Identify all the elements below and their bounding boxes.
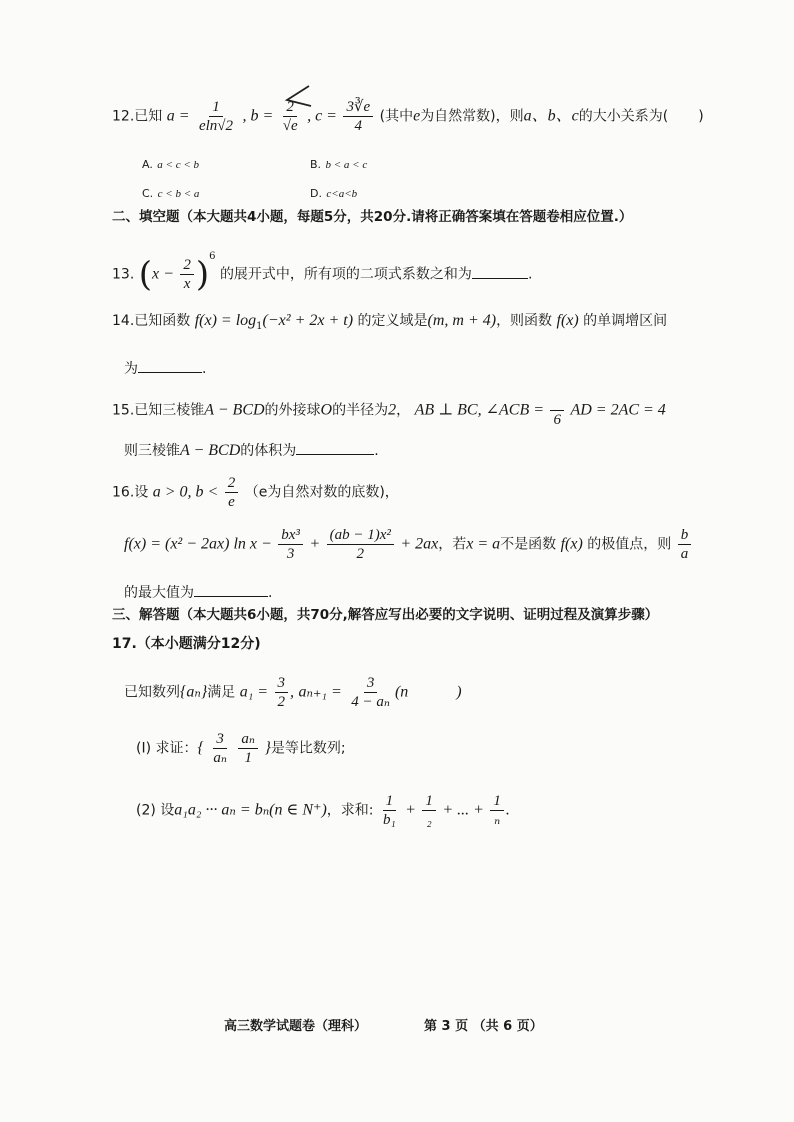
q12-note-rest: 为自然常数)，则 bbox=[420, 108, 524, 125]
q12-note-e: e bbox=[413, 107, 421, 125]
footer-page-number: 第 3 页 （共 6 页） bbox=[424, 1019, 543, 1034]
q17-title: 17.（本小题满分12分) bbox=[112, 636, 261, 652]
question-17-part-2: (2) 设a₁a₂ ··· aₙ = bₙ(n ∈ N⁺)，求和: $\frac{1}{\text{b₁}}$ + $\frac{1}{\text{₂}}$ + ... + $\frac{1}{\text{ₙ}}$ . bbox=[136, 793, 510, 828]
question-15-line-2: 则三棱锥A − BCD的体积为 . bbox=[124, 442, 379, 459]
question-17-intro: 已知数列{aₙ}满足 a₁ = $\frac{3}{2}$ , aₙ₊₁ = $\frac{3}{\text{4 − aₙ}}$ (n ) bbox=[124, 675, 462, 710]
question-16-line-3: 的最大值为 . bbox=[124, 582, 272, 601]
question-15: 15.已知三棱锥A − BCD的外接球O的半径为2， AB ⊥ BC, ∠ACB = 6 AD = 2AC = 4 bbox=[112, 392, 666, 429]
question-17-part-1: (I) 求证：{ $\frac{3}{\text{aₙ}}$ $\frac{\text{aₙ}}{1}$ }是等比数列; bbox=[136, 731, 346, 766]
q12-b-fraction: $\frac{2}{√e}$ bbox=[282, 99, 298, 134]
q12-choice-b: B. b < a < c bbox=[310, 158, 368, 171]
section-2-heading: 二、填空题（本大题共4小题，每题5分，共20分.请将正确答案填在答题卷相应位置.） bbox=[112, 209, 633, 225]
q12-a-fraction: $\frac{1}{eln√2}$ bbox=[198, 99, 234, 134]
question-14: 14.已知函数 $f(x) = \log_1(-x^2 + 2x + t)$ 的定义域是(m, m + 4)，则函数 f(x) 的单调增区间 bbox=[112, 312, 668, 332]
section-3-heading: 三、解答题（本大题共6小题，共70分,解答应写出必要的文字说明、证明过程及演算步骤） bbox=[112, 607, 659, 623]
question-16-function: f(x) = (x² − 2ax) ln x − $\frac{\text{bx³}}{3}$ + $\frac{\text{(ab − 1)x²}}{2}$ + 2ax，若x = a不是函数 f(x) 的极值点，则 $\frac{b}{a}$ bbox=[124, 526, 693, 563]
q12-tail: 的大小关系为( bbox=[578, 108, 669, 125]
q12-choice-a: A. a < c < b bbox=[142, 158, 200, 171]
question-16: 16.设 a > 0, b < $\frac{2}{e}$ （e为自然对数的底数)， bbox=[112, 475, 399, 510]
question-13: 13. (x − $\frac{2}{x}$ )$^6$ 的展开式中，所有项的二项式系数之和为 . bbox=[112, 250, 533, 295]
q12-c-eq: , c = bbox=[307, 107, 337, 125]
q12-a-eq: a = bbox=[166, 107, 190, 125]
q12-number: 12. bbox=[112, 108, 135, 125]
q12-vars: a、b、c bbox=[523, 107, 579, 125]
q12-choice-c: C. c < b < a bbox=[142, 187, 200, 200]
q12-choice-d: D. c<a<b bbox=[310, 187, 358, 200]
q12-note-open: (其中 bbox=[379, 108, 414, 125]
footer-title: 高三数学试题卷（理科） bbox=[224, 1019, 368, 1034]
q12-c-fraction: $\frac{3∛e}{4}$ bbox=[343, 98, 373, 135]
q12-known: 已知 bbox=[134, 108, 163, 125]
handwritten-mark bbox=[283, 84, 313, 110]
q12-close: ) bbox=[698, 108, 704, 125]
question-12 bbox=[112, 98, 704, 135]
question-14-line-2: 为 . bbox=[124, 358, 206, 377]
q12-b-eq: , b = bbox=[242, 107, 274, 125]
